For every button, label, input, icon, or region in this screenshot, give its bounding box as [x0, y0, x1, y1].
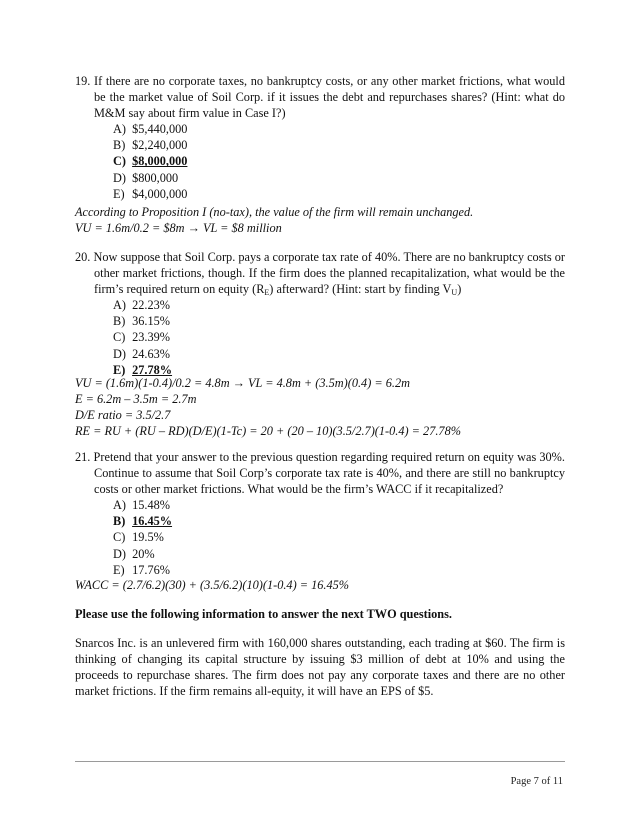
- solution-line: RE = RU + (RU – RD)(D/E)(1-Tc) = 20 + (20 – 10)(3.5/2.7)(1-0.4) = 27.78%: [75, 424, 461, 439]
- option-e-correct: E) 27.78%: [113, 362, 173, 377]
- option-c-correct: C) $8,000,000: [113, 154, 188, 169]
- solution-line: VU = 1.6m/0.2 = $8m → VL = $8 million: [75, 221, 282, 236]
- question-20-solution: [75, 375, 565, 439]
- case-paragraph: Snarcos Inc. is an unlevered firm with 160,000 shares outstanding, each trading at $60. The firm is thinking of changing its capital structure by issuing $3 million of debt at 10% and using the proceeds to repurchase shares. The firm does not pay any corporate taxes and there are no other market frictions. If the firm remains all-equity, it will have an EPS of $5.: [75, 636, 565, 699]
- question-20-options: [113, 297, 565, 377]
- option-b-correct: B) 16.45%: [113, 514, 173, 529]
- option-a: A) 22.23%: [113, 298, 170, 313]
- instruction-heading: Please use the following information to answer the next TWO questions.: [75, 607, 452, 621]
- option-b: B) 36.15%: [113, 314, 170, 329]
- question-number: 20.: [75, 250, 91, 264]
- option-a: A) 15.48%: [113, 498, 170, 513]
- option-a: A) $5,440,000: [113, 122, 188, 137]
- question-21-options: [113, 497, 565, 577]
- solution-line: D/E ratio = 3.5/2.7: [75, 408, 171, 423]
- page-number: Page 7 of 11: [510, 776, 563, 787]
- option-c: C) 23.39%: [113, 330, 170, 345]
- option-d: D) $800,000: [113, 170, 179, 185]
- question-20-text: 20. Now suppose that Soil Corp. pays a corporate tax rate of 40%. There are no bankruptcy costs or other market frictions, though. If the firm does the planned recapitalization, what would be the firm’s required return on equity $(R_E)$ afterward? (Hint: start by finding $V_U$): [75, 250, 565, 298]
- option-d: D) 20%: [113, 546, 155, 561]
- option-e: E) 17.76%: [113, 562, 170, 577]
- question-19-options: [113, 121, 565, 201]
- question-stem: Pretend that your answer to the previous question regarding required return on equity was 30%. Continue to assume that Soil Corp’s corporate tax rate is 40%, and there are still no bankruptcy costs or other market frictions. What would be the firm’s WACC if it recapitalized?: [93, 450, 566, 497]
- question-21-text: [75, 449, 565, 497]
- question-number: 19.: [75, 74, 91, 88]
- question-19-text: [75, 73, 565, 121]
- option-e: E) $4,000,000: [113, 186, 188, 201]
- solution-line: According to Proposition I (no-tax), the value of the firm will remain unchanged.: [75, 205, 474, 219]
- solution-line: VU = (1.6m)(1-0.4)/0.2 = 4.8m → VL = 4.8m + (3.5m)(0.4) = 6.2m: [75, 376, 410, 390]
- option-c: C) 19.5%: [113, 530, 164, 545]
- footer-divider: [75, 761, 565, 762]
- question-19-solution: [75, 204, 565, 236]
- option-d: D) 24.63%: [113, 346, 170, 361]
- question-19: [75, 73, 565, 202]
- solution-line: E = 6.2m – 3.5m = 2.7m: [75, 392, 197, 407]
- question-number: 21.: [75, 450, 91, 464]
- question-21-solution: [75, 577, 565, 593]
- question-21: [75, 449, 565, 578]
- question-stem: If there are no corporate taxes, no bankruptcy costs, or any other market frictions, what would be the market value of Soil Corp. if it issues the debt and repurchases shares? (Hint: what do M&M say about firm value in Case I?): [94, 74, 565, 121]
- question-20: [75, 249, 565, 378]
- solution-line: WACC = (2.7/6.2)(30) + (3.5/6.2)(10)(1-0.4) = 16.45%: [75, 578, 350, 592]
- option-b: B) $2,240,000: [113, 138, 188, 153]
